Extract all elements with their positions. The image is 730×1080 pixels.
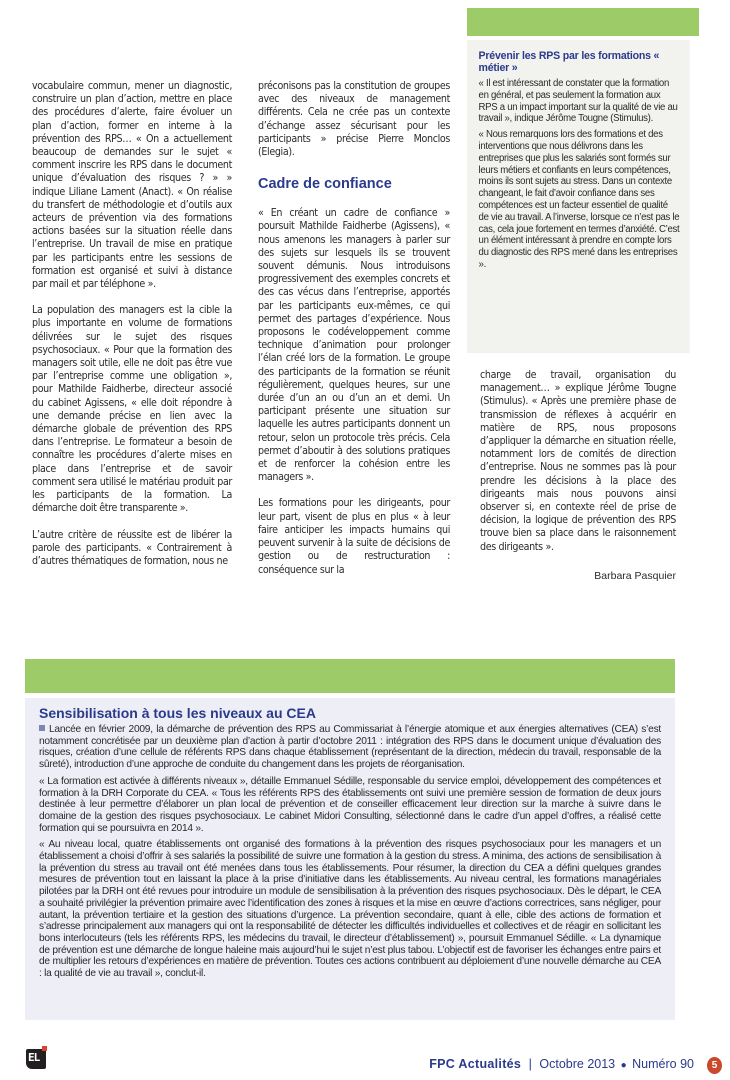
article-column-2 xyxy=(258,80,450,577)
logo-accent-square-icon xyxy=(42,1046,47,1051)
issue-date: Octobre 2013 xyxy=(539,1057,616,1071)
author-signature: Barbara Pasquier xyxy=(594,569,676,582)
box-paragraph xyxy=(39,724,661,771)
info-box xyxy=(25,698,675,1020)
bullet-dot-icon: ● xyxy=(620,1060,627,1071)
sidebar-paragraph: « Nous remarquons lors des formations et des interventions que nous délivrons dans les entreprises que plus les salariés sont formés sur leurs métiers et confiants en leurs compétences, moins ils sont sujets au stress. Dans un contexte changeant, le fait d’avoir confiance dans ses compétences est un facteur essentiel de qualité de vie au travail. A l’inverse, lorsque ce n’est pas le cas, cela joue fortement en termes d’anxiété. C’est un élément intéressant à prendre en compte lors du diagnostic des RPS mené dans les entreprises ». xyxy=(478,129,680,270)
bullet-square-icon xyxy=(39,725,45,731)
box-paragraph-text: Lancée en février 2009, la démarche de prévention des RPS au Commissariat à l’énergie atomique et aux énergies alternatives (CEA) s’est notamment concrétisée par un deuxième plan d’action à partir d’octobre 2011 : intégration des RPS dans le document unique d’évaluation des risques, création d’une cellule de référents RPS dans chaque établissement (représentant de la direction, médecin du travail, responsable de la sûreté), introduction d’une approche de conduite du changement dans les projets de réorganisation. xyxy=(39,724,661,771)
publication-name: FPC Actualités xyxy=(429,1057,522,1071)
sidebar-title: Prévenir les RPS par les formations « métier » xyxy=(478,50,660,74)
article-paragraph: préconisons pas la constitution de groupes avec des niveaux de management différents. Cela ne crée pas un contexte d’échange assez sécurisant pour les participants » précise Pierre Monclos (Elegia). xyxy=(258,80,450,159)
article-column-3 xyxy=(480,369,676,583)
box-paragraph: « La formation est activée à différents niveaux », détaille Emmanuel Sédille, responsable du service emploi, développement des compétences et formation à la DRH Corporate du CEA. « Tous les référents RPS des établissements ont suivi une première session de formation de deux jours destinée à leur permettre d’élaborer un plan local de prévention et de conseiller efficacement leur direction sur la marche à suivre dans le domaine de la gestion des risques psychosociaux. Le cabinet Midori Consulting, sélectionné dans le cadre d’un appel d’offres, a réalisé cette formation qui se poursuivra en 2014 ». xyxy=(39,775,661,834)
article-paragraph: charge de travail, organisation du management… » explique Jérôme Tougne (Stimulus). « Après une première phase de transmission de réflexes à acquérir en matière de RPS, nous proposons d’appliquer la démarche en situation réelle, notamment lors de comités de direction d’entreprise. Nous ne sommes pas là pour prendre les décisions à la place des dirigeants mais nous pouvons ainsi observer si, en contexte réel de prise de décision, la logique de prévention des RPS trouve bien sa place dans le raisonnement des dirigeants ». xyxy=(480,369,676,553)
footer-publication-info xyxy=(429,1057,694,1071)
box-title: Sensibilisation à tous les niveaux au CEA xyxy=(39,705,316,721)
logo-text: EL xyxy=(28,1051,40,1064)
box-paragraph: « Au niveau local, quatre établissements ont organisé des formations à la prévention des risques psychosociaux pour les managers et un établissement a choisi d’offrir à ses salariés la possibilité de suivre une formation à la gestion du stress. A minima, des actions de sensibilisation à la prévention du stress au travail ont été menées dans tous les établissements. Pour résumer, la direction du CEA a défini quelques grandes mesures de prévention tout en laissant la place à la prise d’initiative dans les établissements. Au niveau central, les formations managériales pilotées par la DRH ont été revues pour introduire un module de sensibilisation à la prévention des risques psychosociaux. Dès le départ, le CEA a souhaité privilégier la prévention primaire avec l’identification des zones à risques et la mise en œuvre d’actions correctrices, sans négliger, pour autant, la prévention tertiaire et la gestion des situations d’urgence. La prévention secondaire, quant à elle, cible des actions de formation et s’adresse principalement aux managers qui ont la responsabilité de détecter les difficultés individuelles et collectives et de réagir en sollicitant les bons interlocuteurs (tels les référents RPS, les médecins du travail, le directeur d’établissement) », poursuit Emmanuel Sédille. « La dynamique de prévention est une démarche de longue haleine mais aujourd’hui le sujet n’est plus tabou. L’objectif est de favoriser les échanges entre pairs et de multiplier les retours d’expériences en matière de prévention. Toutes ces actions contribuent au déploiement d’une nouvelle démarche au CEA : la qualité de vie au travail », conclut-il. xyxy=(39,839,661,980)
box-color-band xyxy=(25,659,675,693)
article-paragraph: Les formations pour les dirigeants, pour leur part, visent de plus en plus « à leur faire anticiper les impacts humains qui peuvent survenir à la suite de décisions de gestion ou de restructuration : conséquence sur la xyxy=(258,497,450,576)
sidebar-box xyxy=(467,40,690,353)
sidebar-paragraph: « Il est intéressant de constater que la formation en général, et pas seulement la formation aux RPS a un impact important sur la qualité de vie au travail », indique Jérôme Tougne (Stimulus). xyxy=(478,78,678,125)
article-paragraph: vocabulaire commun, mener un diagnostic, construire un plan d’action, mettre en place des procédures d’alerte, faire évoluer un plan d’action, former en interne à la prévention des RPS… « On a actuellement beaucoup de demandes sur le sujet « comment inscrire les RPS dans le document unique d’évaluation des risques ? » » indique Liliane Lament (Anact). « On réalise du transfert de méthodologie et d’outils aux acteurs de prévention via des formations actions basées sur la situation réelle dans l’entreprise. Un travail de mise en pratique par les participants entre les sessions de formation est organisé et suivi à distance par mail et par téléphone ». xyxy=(32,80,232,291)
article-paragraph: La population des managers est la cible la plus importante en volume de formations délivrées sur le sujet des risques psychosociaux. « Pour que la formation des managers soit utile, elle ne doit pas être vue par l’entreprise comme une obligation », pour Mathilde Faidherbe, directeur associé du cabinet Agissens, « elle doit répondre à une demande précise en lien avec la démarche globale de prévention des RPS dans l’entreprise. Le formateur a besoin de connaître les procédures d’alerte mises en place dans l’entreprise et de savoir comment sera utilisé le matériau produit par les participants de la formation. La démarche doit être transparente ». xyxy=(32,304,232,515)
sidebar-color-band xyxy=(467,8,699,36)
article-column-1 xyxy=(32,80,232,568)
article-paragraph: L’autre critère de réussite est de libérer la parole des participants. « Contrairement à d’autres thématiques de formation, nous ne xyxy=(32,528,232,567)
page-number-badge: 5 xyxy=(707,1057,722,1074)
issue-number: Numéro 90 xyxy=(632,1057,694,1071)
article-paragraph: « En créant un cadre de confiance » poursuit Mathilde Faidherbe (Agissens), « nous amenons les managers à parler sur des sujets sur lesquels ils se trouvent souvent démunis. Nous introduisons progressivement des exemples concrets et des cas vécus dans l’entreprise, apportés par les participants eux-mêmes, ce qui permet des partages d’expérience. Nous proposons le codéveloppement comme technique d’animation pour prolonger l’élan créé lors de la formation. Le groupe des participants de la formation se réunit régulièrement, quelques heures, sur une durée d’un an ou d’un an et demi. Un participant présente une situation sur laquelle les autres participants donnent un retour, selon un protocole très précis. Cela permet d’aboutir à des solutions pratiques et de renforcer la cohésion entre les managers ». xyxy=(258,207,450,484)
section-subheading: Cadre de confiance xyxy=(258,176,392,193)
footer-separator: | xyxy=(528,1057,532,1071)
